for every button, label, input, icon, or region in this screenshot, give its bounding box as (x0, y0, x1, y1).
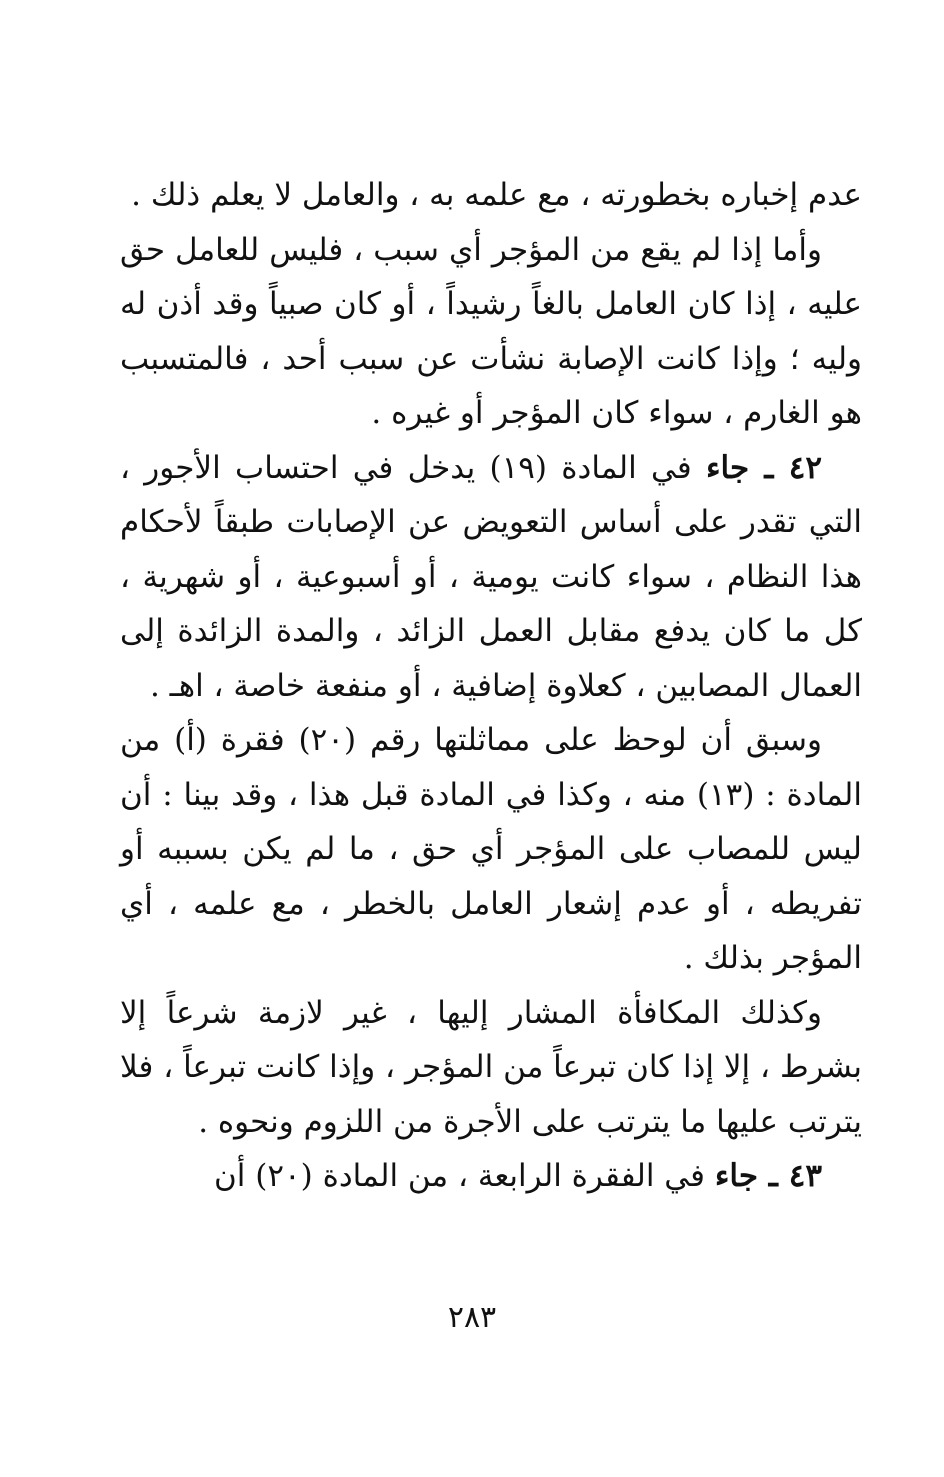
paragraph-4-text: وسبق أن لوحظ على مماثلتها رقم (٢٠) فقرة (أ) من المادة : (١٣) منه ، وكذا في المادة قبل هذا ، وقد بينا : أن ليس للمصاب على المؤجر أي حق ، ما لم يكن بسببه أو تفريطه ، أو عدم إشعار العامل بالخطر ، مع علمه ، أي المؤجر بذلك . (120, 722, 862, 976)
body-text (120, 168, 862, 1204)
paragraph-1-text: عدم إخباره بخطورته ، مع علمه به ، والعامل لا يعلم ذلك . (131, 177, 862, 213)
paragraph-1 (120, 168, 862, 223)
paragraph-6-text: في الفقرة الرابعة ، من المادة (٢٠) أن (214, 1158, 705, 1194)
section-42-heading: ٤٢ ـ جاء (705, 449, 823, 486)
paragraph-3 (120, 441, 862, 714)
paragraph-4 (120, 713, 862, 986)
paragraph-6 (120, 1149, 862, 1204)
paragraph-2-text: وأما إذا لم يقع من المؤجر أي سبب ، فليس للعامل حق عليه ، إذا كان العامل بالغاً رشيداً ، أو كان صبياً وقد أذن له وليه ؛ وإذا كانت الإصابة نشأت عن سبب أحد ، فالمتسبب هو الغارم ، سواء كان المؤجر أو غيره . (120, 231, 862, 431)
paragraph-5 (120, 986, 862, 1150)
paragraph-3-text: في المادة (١٩) يدخل في احتساب الأجور ، التي تقدر على أساس التعويض عن الإصابات طبقاً لأحكام هذا النظام ، سواء كانت يومية ، أو أسبوعية ، أو شهرية ، كل ما كان يدفع مقابل العمل الزائد ، والمدة الزائدة إلى العمال المصابين ، كعلاوة إضافية ، أو منفعة خاصة ، اهـ . (120, 449, 862, 704)
paragraph-5-text: وكذلك المكافأة المشار إليها ، غير لازمة شرعاً إلا بشرط ، إلا إذا كان تبرعاً من المؤجر ، وإذا كانت تبرعاً ، فلا يترتب عليها ما يترتب على الأجرة من اللزوم ونحوه . (120, 994, 863, 1140)
page-number: ٢٨٣ (447, 1300, 497, 1335)
section-43-heading: ٤٣ ـ جاء (714, 1158, 822, 1194)
paragraph-2 (120, 223, 862, 441)
